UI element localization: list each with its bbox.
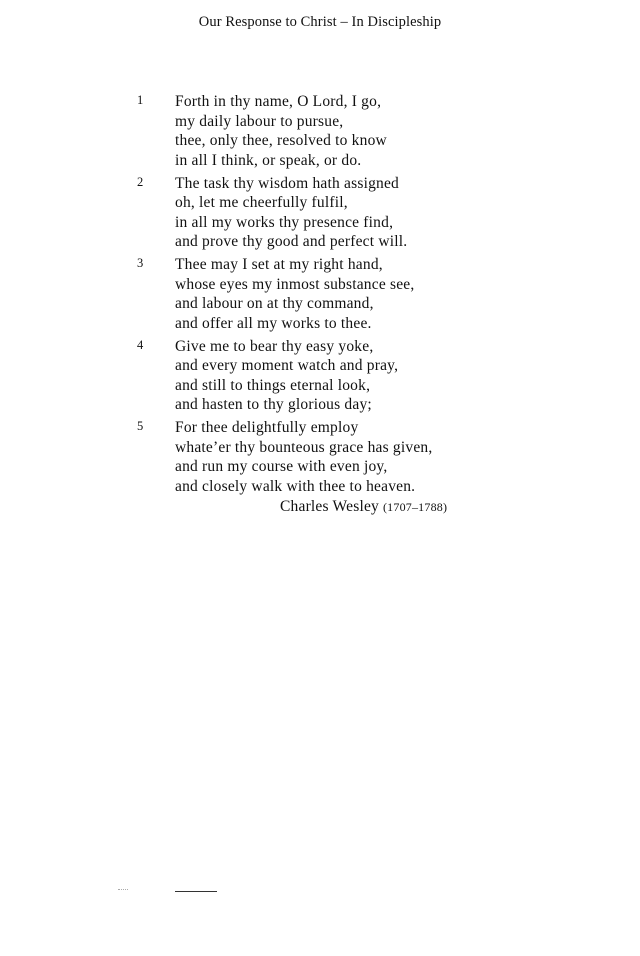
verse-line: whate’er thy bounteous grace has given, [175,438,433,456]
verse-line: and offer all my works to thee. [175,314,372,332]
verse-line: in all I think, or speak, or do. [175,151,362,169]
author-dates: (1707–1788) [382,500,448,514]
verse-line: and still to things eternal look, [175,376,371,394]
verse-number: 3 [137,256,144,270]
running-head: Our Response to Christ – In Discipleship [198,14,442,30]
verse-line: Forth in thy name, O Lord, I go, [175,93,382,110]
verse-line: my daily labour to pursue, [175,112,344,130]
verse [0,92,640,174]
verse [0,255,640,337]
verse [0,418,640,500]
verse-line: and run my course with even joy, [175,458,388,476]
verse-lines [175,337,398,415]
verse-lines [175,255,414,333]
verse-number: 4 [137,337,144,352]
verse-line: The task thy wisdom hath assigned [175,174,400,192]
verse-line: in all my works thy presence find, [175,213,394,231]
verse-line: and labour on at thy command, [175,295,374,313]
verse [0,174,640,256]
verse-line: and every moment watch and pray, [175,357,399,375]
verse-line: and hasten to thy glorious day; [175,396,372,414]
verse-number: 1 [137,93,144,107]
footer-rule [175,891,217,892]
verse-line: and closely walk with thee to heaven. [175,477,416,495]
verse-line: For thee delightfully employ [175,419,359,436]
author-name: Charles Wesley [280,498,379,515]
verse-line: and prove thy good and perfect will. [175,233,408,251]
hymn-text [0,92,640,500]
verse-number: 5 [137,419,144,433]
verse-lines [175,174,407,252]
verse-line: whose eyes my inmost substance see, [175,275,415,293]
verse-line: Thee may I set at my right hand, [175,256,383,273]
verse-number: 2 [137,174,144,189]
verse-line: Give me to bear thy easy yoke, [175,337,374,355]
verse-lines [175,92,387,170]
attribution [280,498,447,516]
decorative-mark [118,889,128,891]
verse [0,337,640,419]
verse-line: thee, only thee, resolved to know [175,132,387,150]
verse-lines [175,418,432,496]
verse-line: oh, let me cheerfully fulfil, [175,194,348,212]
